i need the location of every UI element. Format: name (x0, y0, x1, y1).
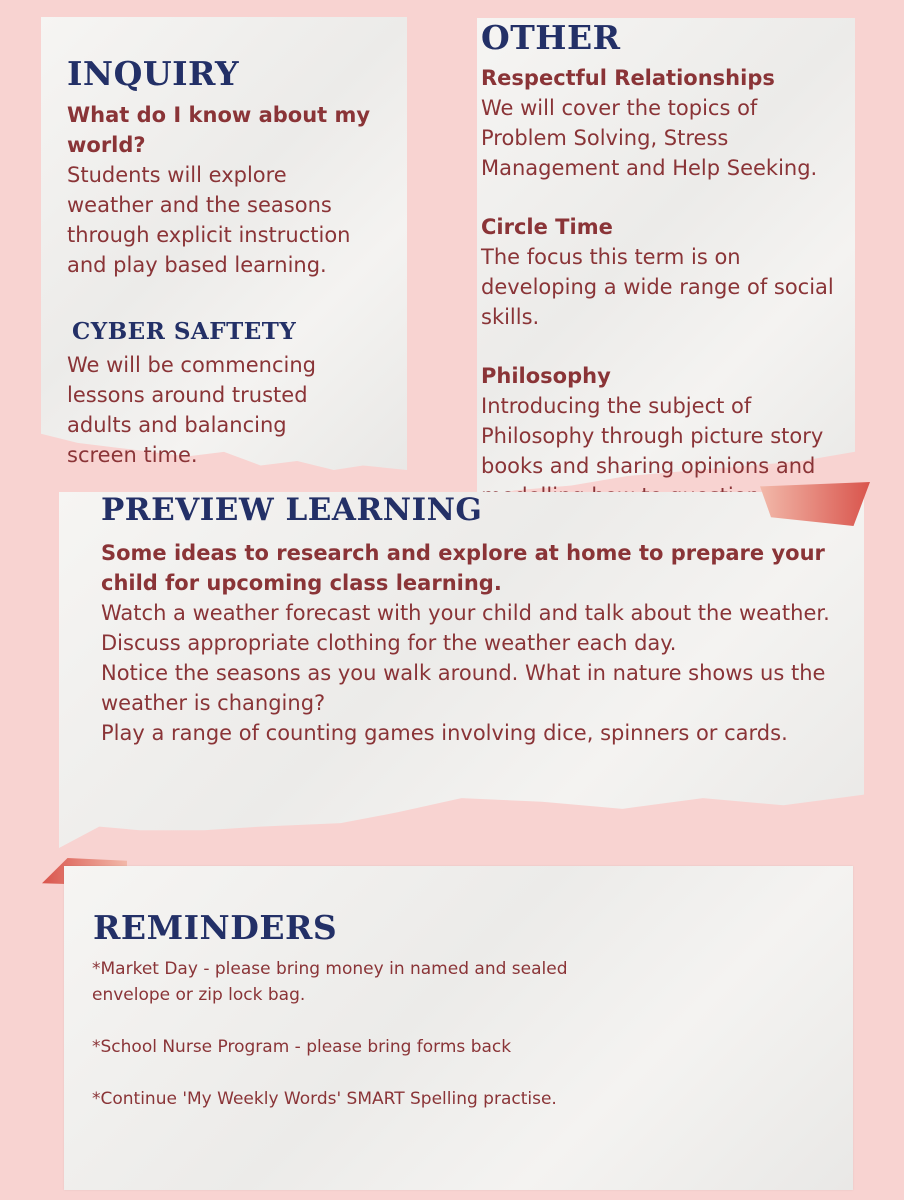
cyber-safety-body: We will be commencing lessons around trusted adults and balancing screen time. (67, 353, 316, 467)
preview-learning-text (101, 538, 861, 748)
other-heading: OTHER (481, 18, 621, 57)
respectful-relationships-title: Respectful Relationships (481, 66, 775, 90)
philosophy-body: Introducing the subject of Philosophy through picture story books and sharing opinions and (481, 394, 824, 478)
cyber-safety-text (67, 350, 357, 470)
other-text (481, 63, 846, 511)
respectful-relationships-body: We will cover the topics of Problem Solving, Stress Management and Help Seeking. (481, 96, 818, 180)
preview-line: Discuss appropriate clothing for the weather each day. (101, 631, 677, 655)
inquiry-subheading: What do I know about my world? (67, 103, 371, 157)
preview-intro: Some ideas to research and explore at home to prepare your child for upcoming class learning. (101, 541, 825, 595)
reminder-item: *Market Day - please bring money in named and sealed envelope or zip lock bag. (92, 959, 568, 1005)
preview-learning-heading: PREVIEW LEARNING (101, 492, 483, 528)
reminders-heading: REMINDERS (93, 908, 338, 947)
circle-time-body: The focus this term is on developing a wide range of social skills. (481, 245, 834, 329)
preview-line: Play a range of counting games involving dice, spinners or cards. (101, 721, 788, 745)
reminder-item: *Continue 'My Weekly Words' SMART Spelling practise. (92, 1089, 557, 1109)
circle-time-title: Circle Time (481, 215, 613, 239)
inquiry-heading: INQUIRY (67, 54, 240, 93)
inquiry-text (67, 100, 372, 280)
cyber-safety-heading: CYBER SAFTETY (72, 318, 297, 345)
philosophy-title: Philosophy (481, 364, 611, 388)
reminder-item: *School Nurse Program - please bring forms back (92, 1037, 512, 1057)
inquiry-body: Students will explore weather and the seasons through explicit instruction and play based learning. (67, 163, 351, 277)
reminders-text (92, 956, 632, 1112)
preview-line: Watch a weather forecast with your child and talk about the weather. (101, 601, 830, 625)
preview-line: Notice the seasons as you walk around. What in nature shows us the weather is changing? (101, 661, 826, 715)
